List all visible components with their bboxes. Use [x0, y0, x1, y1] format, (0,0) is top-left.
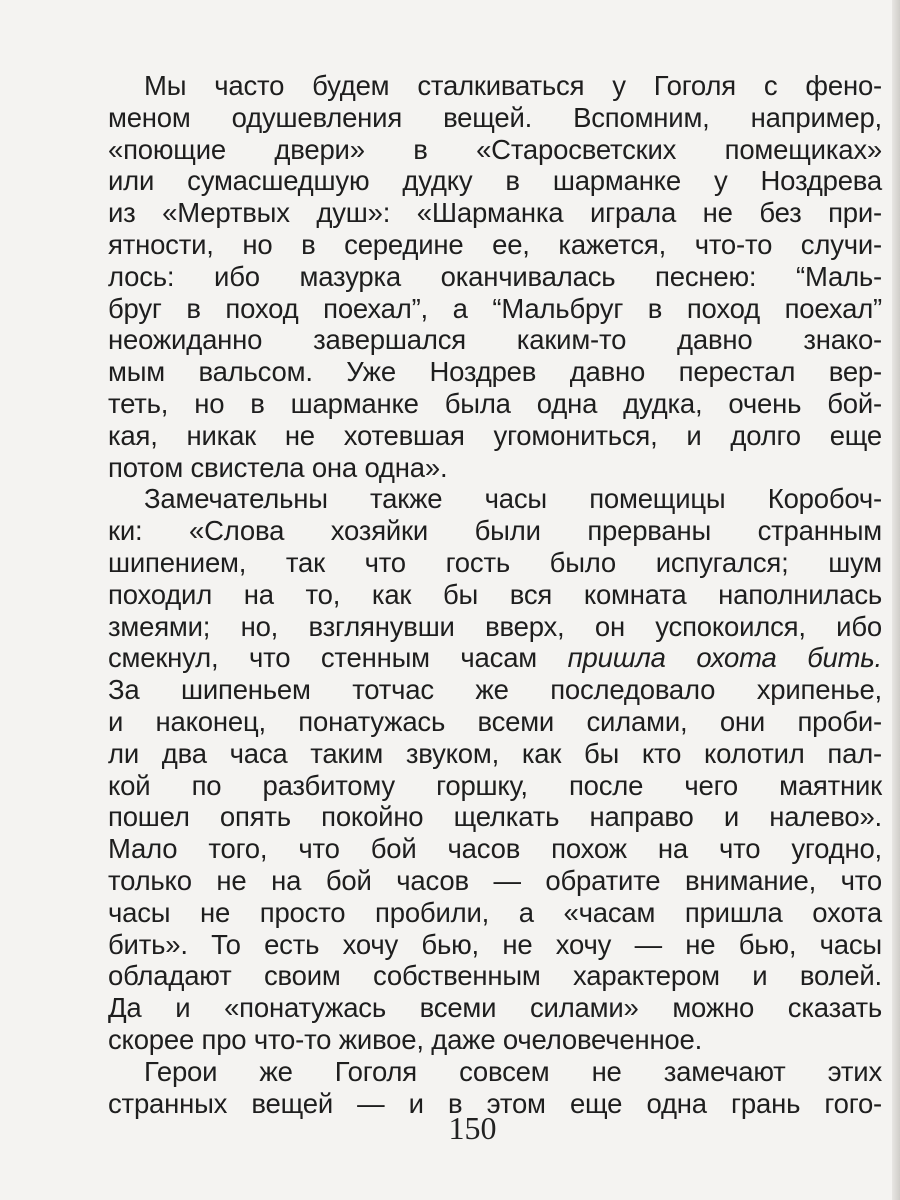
line-text: меном одушевления вещей. Вспомним, например, [108, 101, 882, 133]
page-edge-shadow [892, 0, 900, 1200]
line-text: только не на бой часов — обратите внимание, что [108, 864, 882, 896]
line-text: обладают своим собственным характером и волей. [108, 960, 882, 992]
line-text: или сумасшедшую дудку в шарманке у Ноздрева [108, 165, 882, 197]
text-line [108, 452, 882, 484]
text-line [108, 770, 882, 802]
text-line [108, 1024, 882, 1056]
line-text: неожиданно завершался каким-то давно знако- [108, 324, 882, 356]
text-line [108, 738, 882, 770]
text-line [108, 483, 882, 515]
line-text: «поющие двери» в «Старосветских помещиках» [108, 133, 882, 165]
line-text: ятности, но в середине ее, кажется, что-то случи- [108, 228, 882, 260]
text-line [108, 134, 882, 166]
text-line [108, 388, 882, 420]
text-line [108, 833, 882, 865]
line-text: ли два часа таким звуком, как бы кто колотил пал- [108, 737, 882, 769]
line-text: смекнул, что стенным часам [108, 642, 568, 674]
line-text: теть, но в шарманке была одна дудка, очень бой- [108, 387, 882, 419]
text-line [108, 70, 882, 102]
line-text: странных вещей — и в этом еще одна грань гого- [108, 1087, 882, 1119]
line-text: шипением, так что гость было испугался; шум [108, 546, 882, 578]
text-line [108, 356, 882, 388]
text-line [108, 929, 882, 961]
text-line [108, 197, 882, 229]
text-line [108, 165, 882, 197]
line-text: Замечательны также часы помещицы Коробоч- [144, 483, 882, 515]
line-text: ки: «Слова хозяйки были прерваны странным [108, 515, 882, 547]
line-text: За шипеньем тотчас же последовало хрипенье, [108, 674, 882, 706]
line-text: кой по разбитому горшку, после чего маятник [108, 769, 882, 801]
text-line [108, 515, 882, 547]
text-line [108, 324, 882, 356]
line-text: и наконец, понатужась всеми силами, они проби- [108, 705, 882, 737]
text-line [108, 801, 882, 833]
text-line [108, 1056, 882, 1088]
line-text: мым вальсом. Уже Ноздрев давно перестал вер- [108, 356, 882, 388]
line-text: пошел опять покойно щелкать направо и налево». [108, 801, 882, 833]
line-text: Герои же Гоголя совсем не замечают этих [144, 1055, 882, 1087]
line-text: змеями; но, взглянувши вверх, он успокоился, ибо [108, 610, 882, 642]
text-line [108, 897, 882, 929]
line-text: Да и «понатужась всеми силами» можно сказать [108, 992, 882, 1024]
line-text: скорее про что-то живое, даже очеловеченное. [108, 1023, 703, 1055]
line-text: Мало того, что бой часов похож на что угодно, [108, 833, 882, 865]
line-text: Мы часто будем сталкиваться у Гоголя с фено- [144, 70, 882, 101]
line-text: походил на то, как бы вся комната наполнилась [108, 578, 882, 610]
text-line [108, 865, 882, 897]
text-line [108, 579, 882, 611]
text-line [108, 642, 882, 674]
text-line [108, 611, 882, 643]
text-line [108, 674, 882, 706]
line-text: часы не просто пробили, а «часам пришла охота [108, 896, 882, 928]
text-line [108, 229, 882, 261]
text-line [108, 293, 882, 325]
text-line [108, 706, 882, 738]
text-line [108, 547, 882, 579]
line-text: из «Мертвых душ»: «Шарманка играла не без при- [108, 197, 882, 229]
text-line [108, 102, 882, 134]
line-text: бить». То есть хочу бью, не хочу — не бью, часы [108, 928, 882, 960]
text-line [108, 261, 882, 293]
text-line [108, 960, 882, 992]
text-line [108, 420, 882, 452]
line-text: потом свистела она одна». [108, 451, 448, 483]
text-line [108, 992, 882, 1024]
line-text: лось: ибо мазурка оканчивалась песнею: “Маль- [108, 260, 882, 292]
page-number: 150 [448, 1110, 497, 1146]
line-text: бруг в поход поехал”, а “Мальбруг в поход поехал” [108, 292, 882, 324]
line-text: кая, никак не хотевшая угомониться, и долго еще [108, 419, 882, 451]
italic-emphasis: пришла охота бить. [567, 642, 882, 674]
body-text [108, 70, 882, 1119]
